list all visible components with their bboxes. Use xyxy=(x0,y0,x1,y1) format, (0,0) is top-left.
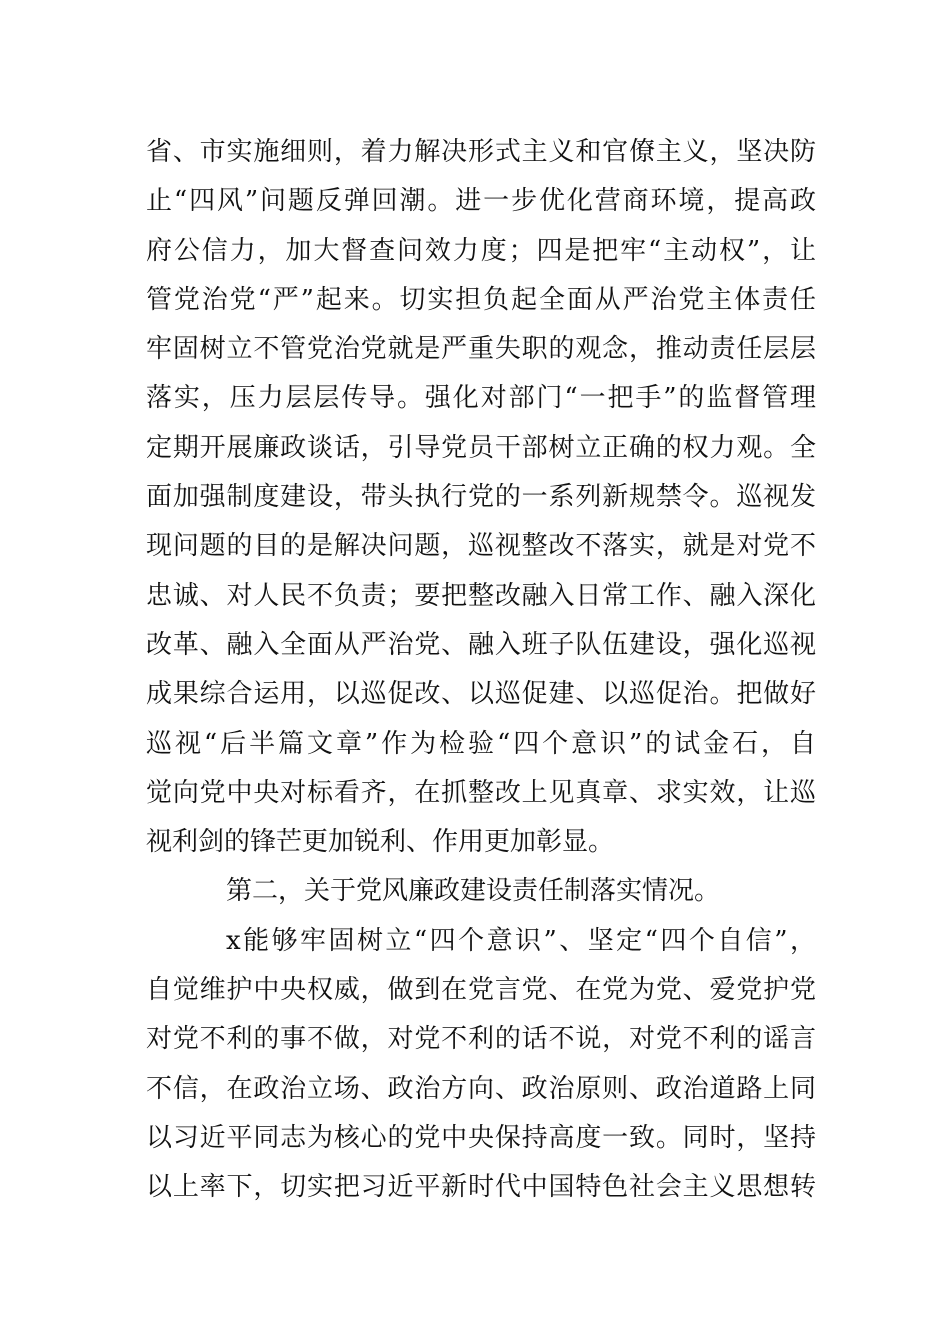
text-line: 落实，压力层层传导。强化对部门“一把手”的监督管理 xyxy=(146,383,816,414)
text-line: 巡视“后半篇文章”作为检验“四个意识”的试金石，自 xyxy=(146,728,816,759)
paragraph-first-line: x能够牢固树立“四个意识”、坚定“四个自信”， xyxy=(226,925,816,956)
text-line: 止“四风”问题反弹回潮。进一步优化营商环境，提高政 xyxy=(146,186,816,217)
body-text xyxy=(146,128,816,1213)
text-line: 府公信力，加大督查问效力度；四是把牢“主动权”，让 xyxy=(146,235,816,266)
text-line: 定期开展廉政谈话，引导党员干部树立正确的权力观。全 xyxy=(146,432,816,463)
text-line: 改革、融入全面从严治党、融入班子队伍建设，强化巡视 xyxy=(146,629,816,660)
text-line: 管党治党“严”起来。切实担负起全面从严治党主体责任 xyxy=(146,284,816,315)
text-line: 成果综合运用，以巡促改、以巡促建、以巡促治。把做好 xyxy=(146,679,816,710)
text-line: 面加强制度建设，带头执行党的一系列新规禁令。巡视发 xyxy=(146,482,816,513)
text-line: 不信，在政治立场、政治方向、政治原则、政治道路上同 xyxy=(146,1073,816,1104)
text-line: 忠诚、对人民不负责；要把整改融入日常工作、融入深化 xyxy=(146,580,816,611)
text-line: 以习近平同志为核心的党中央保持高度一致。同时，坚持 xyxy=(146,1122,816,1153)
text-line: 现问题的目的是解决问题，巡视整改不落实，就是对党不 xyxy=(146,531,816,562)
text-line: 对党不利的事不做，对党不利的话不说，对党不利的谣言 xyxy=(146,1024,816,1055)
text-line: 视利剑的锋芒更加锐利、作用更加彰显。 xyxy=(146,827,615,858)
text-line: 牢固树立不管党治党就是严重失职的观念，推动责任层层 xyxy=(146,334,816,365)
text-line: 省、市实施细则，着力解决形式主义和官僚主义，坚决防 xyxy=(146,137,816,167)
text-line: 以上率下，切实把习近平新时代中国特色社会主义思想转 xyxy=(146,1172,816,1203)
text-line: 觉向党中央对标看齐，在抓整改上见真章、求实效，让巡 xyxy=(146,777,816,808)
text-line: 自觉维护中央权威，做到在党言党、在党为党、爱党护党 xyxy=(146,975,816,1006)
section-heading: 第二，关于党风廉政建设责任制落实情况。 xyxy=(226,876,721,907)
